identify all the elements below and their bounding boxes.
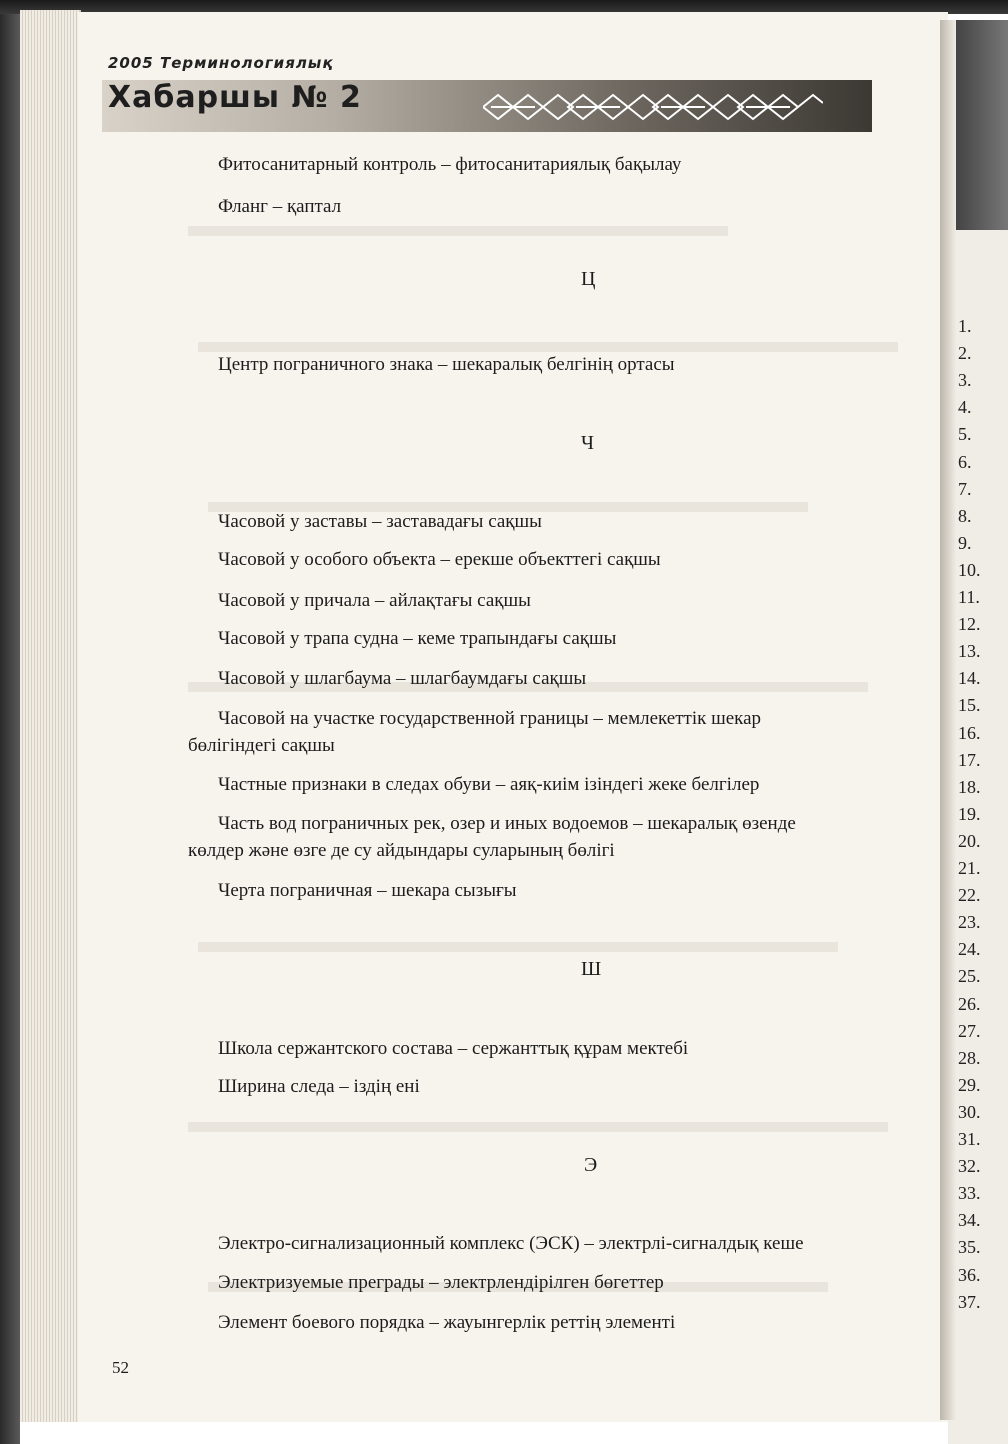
dictionary-entry: Часовой у трапа судна – кеме трапындағы сақшы <box>218 628 617 649</box>
line-number: 19. <box>958 803 981 824</box>
ornament-icon <box>483 92 823 122</box>
bleed-through-line <box>188 1122 888 1132</box>
line-number: 31. <box>958 1129 981 1149</box>
line-number: 17. <box>958 749 981 770</box>
dictionary-entry: Часовой у шлагбаума – шлагбаумдағы сақшы <box>218 668 587 689</box>
line-number: 14. <box>958 668 981 689</box>
line-number: 34. <box>958 1210 981 1231</box>
line-number: 1. <box>958 316 972 336</box>
line-number: 15. <box>958 695 981 716</box>
section-letter: Э <box>584 1154 598 1176</box>
dictionary-entry: Часовой у особого объекта – ерекше объекттегі сақшы <box>218 549 661 570</box>
dictionary-entry: Фланг – қаптал <box>218 196 342 217</box>
line-number: 22. <box>958 885 981 906</box>
line-number: 30. <box>958 1101 981 1122</box>
dictionary-entry: Элемент боевого порядка – жауынгерлік реттің элементі <box>218 1312 676 1333</box>
dictionary-entry: Фитосанитарный контроль – фитосанитариялық бақылау <box>218 154 682 175</box>
line-number: 26. <box>958 993 981 1014</box>
line-number: 13. <box>958 641 981 662</box>
line-number: 7. <box>958 478 972 499</box>
dictionary-entry: Электро-сигнализационный комплекс (ЭСК) – электрлі-сигналдық кеше <box>218 1233 804 1254</box>
next-page-dark-corner <box>956 20 1008 230</box>
scanner-edge-left <box>0 0 20 1444</box>
line-number: 35. <box>958 1237 981 1258</box>
page-stack-edge <box>20 10 81 1422</box>
dictionary-entry: Часовой у причала – айлақтағы сақшы <box>218 590 531 611</box>
bleed-through-line <box>188 226 728 236</box>
dictionary-entry: Ширина следа – іздің ені <box>218 1076 420 1097</box>
line-number: 6. <box>958 451 972 472</box>
line-number: 27. <box>958 1020 981 1041</box>
line-number: 37. <box>958 1291 981 1312</box>
line-number: 32. <box>958 1156 981 1177</box>
dictionary-entry: Школа сержантского состава – сержанттық құрам мектебі <box>218 1038 689 1059</box>
line-number: 2. <box>958 343 972 364</box>
bleed-through-line <box>198 342 898 352</box>
dictionary-entry: Часовой у заставы – заставадағы сақшы <box>218 511 542 532</box>
line-number: 16. <box>958 722 981 743</box>
line-number: 10. <box>958 559 981 580</box>
section-letter: Ч <box>581 432 594 454</box>
line-number: 3. <box>958 370 972 391</box>
line-number: 29. <box>958 1074 981 1095</box>
line-number: 8. <box>958 505 972 526</box>
line-number: 20. <box>958 830 981 851</box>
dictionary-entry: Электризуемые преграды – электрлендірілген бөгеттер <box>218 1272 664 1293</box>
line-number: 36. <box>958 1264 981 1285</box>
page-number: 52 <box>112 1358 129 1377</box>
section-letter: Ш <box>581 958 602 980</box>
bleed-through-line <box>198 942 838 952</box>
section-letter: Ц <box>581 268 596 290</box>
journal-series-label: 2005 Терминологиялық <box>108 54 334 72</box>
line-number: 18. <box>958 776 981 797</box>
line-number: 4. <box>958 397 972 418</box>
line-number: 23. <box>958 912 981 933</box>
line-number: 33. <box>958 1183 981 1204</box>
dictionary-entry: Центр пограничного знака – шекаралық белгінің ортасы <box>218 354 675 375</box>
line-number: 25. <box>958 966 981 987</box>
line-number: 12. <box>958 614 981 635</box>
dictionary-entry: Часть вод пограничных рек, озер и иных водоемов – шекаралық өзенде <box>218 813 796 834</box>
line-number: 24. <box>958 939 981 960</box>
journal-title: Хабаршы № 2 <box>108 80 362 115</box>
dictionary-entry: Часовой на участке государственной границы – мемлекеттік шекар <box>218 708 762 729</box>
dictionary-entry-continuation: бөлігіндегі сақшы <box>188 735 335 756</box>
dictionary-entry: Частные признаки в следах обуви – аяқ-киім ізіндегі жеке белгілер <box>218 774 760 795</box>
dictionary-entry-continuation: көлдер және өзге де су айдындары суларының бөлігі <box>188 840 615 861</box>
line-number: 11. <box>958 587 980 607</box>
line-number: 9. <box>958 532 972 553</box>
line-number: 5. <box>958 424 972 445</box>
line-number: 28. <box>958 1047 981 1068</box>
line-number: 21. <box>958 858 981 878</box>
dictionary-entry: Черта пограничная – шекара сызығы <box>218 880 517 901</box>
